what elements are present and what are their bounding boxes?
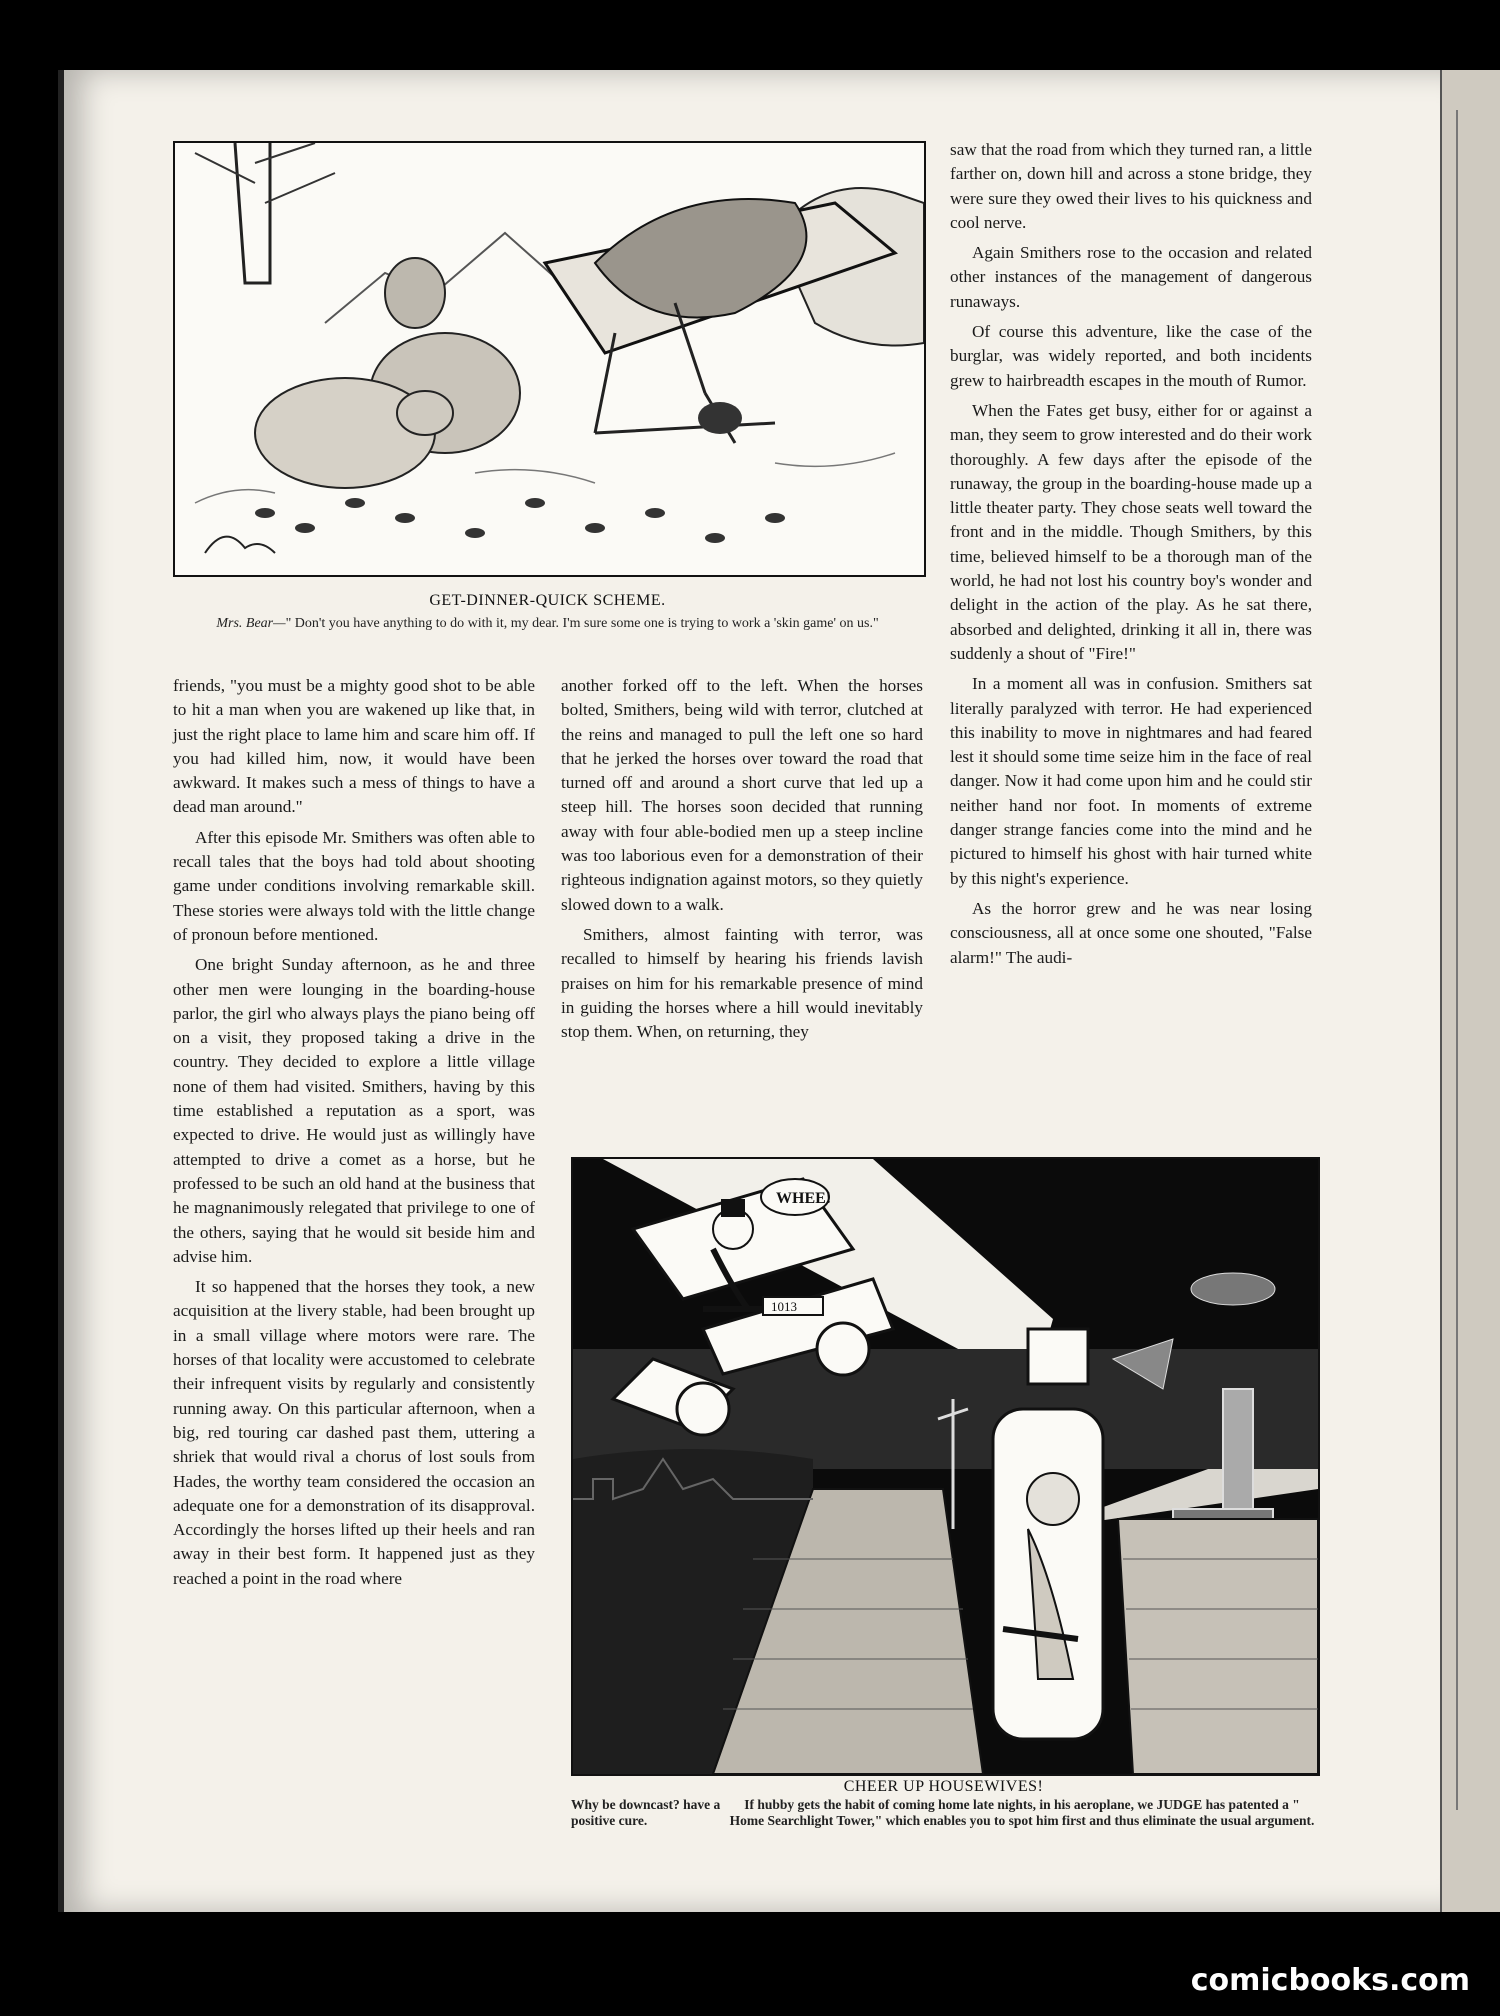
column-left <box>173 674 535 1591</box>
paragraph: As the horror grew and he was near losing consciousness, all at once some one shouted, "False alarm!" The audi- <box>950 898 1312 967</box>
site-watermark: comicbooks.com <box>1190 1963 1470 1998</box>
paragraph: saw that the road from which they turned ran, a little farther on, down hill and across a stone bridge, they were sure they owed their lives to his quickness and cool nerve. <box>950 140 1312 232</box>
bottom-caption-right: If hubby gets the habit of coming home late nights, in his aeroplane, we JUDGE has patented a " Home Searchlight Tower," which enables you to spot him first and thus eliminate the usual argument. <box>729 1797 1315 1828</box>
paragraph: friends, "you must be a mighty good shot to be able to hit a man when you are wakened up like that, in just the right place to lame him and scare him off. If you had killed him, now, it would have been awkward. It makes such a mess of things to have a dead man around." <box>173 676 535 817</box>
caption-speaker: Mrs. Bear— <box>216 616 286 631</box>
column-right <box>950 138 1312 970</box>
paragraph: When the Fates get busy, either for or against a man, they seem to grow interested and do their work thoroughly. A few days after the episode of the runaway, the group in the boarding-house made up a little theater party. They chose seats well toward the front and in the middle. Though Smithers, by this time, believed himself to be a thorough man of the world, he had not lost his country boy's wonder and delight in the action of the play. As he sat there, absorbed and delighted, drinking it all in, there was suddenly a shout of "Fire!" <box>950 400 1312 663</box>
caption-quote-text: " Don't you have anything to do with it, my dear. I'm sure some one is trying to work a 'skin game' on us." <box>285 616 879 631</box>
page-spine <box>1440 70 1500 1912</box>
paragraph: Smithers, almost fainting with terror, was recalled to himself by hearing his friends lavish praises on him for his remarkable presence of mind in guiding the horses where a hill would inevitably stop them. When, on returning, they <box>561 924 923 1042</box>
speech-bubble-text: WHEE! <box>776 1190 832 1207</box>
searchlight-drawing <box>573 1159 1318 1774</box>
paragraph: After this episode Mr. Smithers was often able to recall tales that the boys had told about shooting game under conditions involving remarkable skill. These stories were always told with the little change of pronoun before mentioned. <box>173 827 535 944</box>
searchlight-tower-illustration <box>571 1157 1320 1776</box>
spine-edge-line <box>1456 110 1458 1810</box>
paragraph: Of course this adventure, like the case of the burglar, was widely reported, and both incidents grew to hairbreadth escapes in the mouth of Rumor. <box>950 322 1312 390</box>
paragraph: Again Smithers rose to the occasion and related other instances of the management of dangerous runaways. <box>950 243 1312 311</box>
paragraph: In a moment all was in confusion. Smithers sat literally paralyzed with terror. He had experienced this inability to move in nightmares and had feared lest it should some time seize him in the face of real danger. Now it had come upon him and he could stir neither hand nor foot. In moments of extreme danger strange fancies come into the mind and he pictured to himself his ghost with hair turned white by this night's experience. <box>950 674 1312 888</box>
bear-trap-drawing <box>175 143 924 575</box>
paragraph: It so happened that the horses they took, a new acquisition at the livery stable, had been brought up in a small village where motors were rare. The horses of that locality were accustomed to celebrate their infrequent visits by regularly and consistently running away. On this particular afternoon, when a big, red touring car dashed past them, uttering a shriek that would rival a chorus of lost souls from Hades, the worthy team considered the occasion an adequate one for a demonstration of its disapproval. Accordingly the horses lifted up their heels and ran away in their best form. It happened just as they reached a point in the road where <box>173 1277 535 1588</box>
bottom-caption-left: Why be downcast? have a positive cure. <box>571 1797 721 1828</box>
paragraph: One bright Sunday afternoon, as he and three other men were lounging in the boarding-house parlor, the girl who always plays the piano being off on a visit, they proposed taking a drive in the country. They decided to explore a little village none of them had visited. Smithers, having by this time established a reputation as a sport, was expected to drive. He would just as willingly have attempted to drive a comet as a horse, but he professed to be such an old hand at the business that he magnanimously relegated that privilege to one of the others, saying that he would sit beside him and advise him. <box>173 955 535 1266</box>
plate-number: 1013 <box>771 1299 797 1314</box>
bear-illustration <box>173 141 926 577</box>
bottom-caption-title: CHEER UP HOUSEWIVES! <box>843 1778 1044 1795</box>
column-middle <box>561 674 923 1044</box>
paragraph: another forked off to the left. When the horses bolted, Smithers, being wild with terror, clutched at the reins and managed to pull the left one so hard that he jerked the horses over toward the road that turned off and around a short curve that led up a steep hill. The horses soon decided that running away with four able-bodied men up a steep incline was too laborious even for a demonstration of their righteous indignation against motors, so they quietly slowed down to a walk. <box>561 676 923 914</box>
top-caption-title: GET-DINNER-QUICK SCHEME. <box>429 592 666 609</box>
top-caption-quote <box>183 615 912 632</box>
